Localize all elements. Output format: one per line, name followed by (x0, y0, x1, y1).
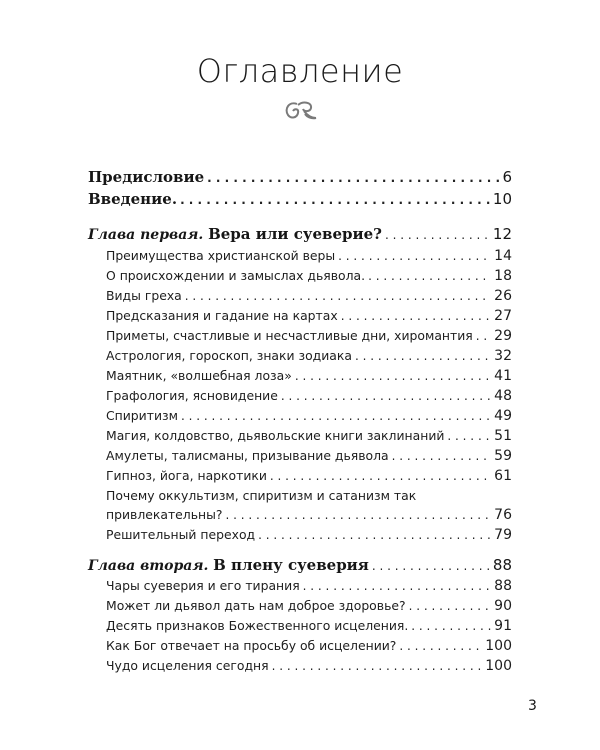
toc-section-page: 100 (485, 658, 512, 674)
toc-section[interactable] (106, 507, 512, 523)
toc-section-page: 100 (485, 638, 512, 654)
dot-leader (272, 659, 483, 673)
toc-section-label: Графология, ясновидение (106, 388, 278, 403)
chapter-title: Вера или суеверие? (208, 225, 382, 243)
dot-leader (372, 559, 490, 573)
toc-section[interactable] (106, 408, 512, 424)
page-title: Оглавление (196, 52, 404, 90)
toc-section[interactable] (106, 468, 512, 484)
toc-section[interactable] (106, 428, 512, 444)
toc-section[interactable] (106, 388, 512, 404)
toc-chapter-2[interactable] (88, 556, 512, 574)
dot-leader (303, 579, 492, 593)
toc-entry-page: 6 (502, 168, 512, 186)
dot-leader (409, 599, 492, 613)
toc-section-label: Десять признаков Божественного исцеления. (106, 618, 409, 633)
toc-section-page: 26 (494, 288, 512, 304)
toc-section[interactable] (106, 288, 512, 304)
dot-leader (341, 309, 491, 323)
dot-leader (411, 619, 491, 633)
flourish-ornament-icon (283, 99, 319, 123)
toc-section-page: 49 (494, 408, 512, 424)
toc-section-page: 48 (494, 388, 512, 404)
toc-section-label: Маятник, «волшебная лоза» (106, 368, 292, 383)
toc-chapter-1[interactable] (88, 225, 512, 243)
toc-section-page: 76 (494, 507, 512, 523)
toc-section-label: Преимущества христианской веры (106, 248, 336, 263)
dot-leader (368, 269, 491, 283)
toc-entry-label: Введение. (88, 190, 178, 208)
toc-section-page: 51 (494, 428, 512, 444)
toc-section-page: 61 (494, 468, 512, 484)
dot-leader (392, 449, 492, 463)
toc-entry-preface[interactable] (88, 168, 512, 186)
dot-leader (207, 171, 499, 185)
toc-entry-label: Предисловие (88, 168, 205, 186)
toc-section-page: 59 (494, 448, 512, 464)
toc-entry-page: 10 (492, 190, 512, 208)
toc-section-page: 79 (494, 527, 512, 543)
chapter-title: В плену суеверия (213, 556, 369, 574)
toc-entry-introduction[interactable] (88, 190, 512, 208)
toc-section[interactable] (106, 448, 512, 464)
toc-section-page: 18 (494, 268, 512, 284)
dot-leader (258, 528, 491, 542)
toc-section-label: О происхождении и замыслах дьявола. (106, 268, 366, 283)
toc-section-page: 32 (494, 348, 512, 364)
toc-section-label: Как Бог отвечает на просьбу об исцелении? (106, 638, 397, 653)
dot-leader (295, 369, 491, 383)
dot-leader (447, 429, 491, 443)
toc-section[interactable] (106, 638, 512, 654)
toc-section-label: Чары суеверия и его тирания (106, 578, 300, 593)
dot-leader (180, 193, 490, 207)
dot-leader (185, 289, 491, 303)
dot-leader (181, 409, 491, 423)
toc-section-label: Гипноз, йога, наркотики (106, 468, 267, 483)
toc-entry-page: 12 (492, 225, 512, 243)
dot-leader (225, 508, 491, 522)
toc-section-label: привлекательны? (106, 507, 223, 522)
toc-section-label: Виды греха (106, 288, 182, 303)
toc-section-page: 14 (494, 248, 512, 264)
toc-section-label: Решительный переход (106, 527, 256, 542)
page-number: 3 (528, 698, 537, 714)
chapter-prefix: Глава вторая. (88, 558, 209, 574)
toc-section[interactable] (106, 527, 512, 543)
dot-leader (281, 389, 491, 403)
toc-section-label: Приметы, счастливые и несчастливые дни, хиромантия (106, 328, 473, 343)
toc-section[interactable] (106, 598, 512, 614)
toc-section[interactable] (106, 618, 512, 634)
toc-section-page: 41 (494, 368, 512, 384)
toc-section-label: Астрология, гороскоп, знаки зодиака (106, 348, 352, 363)
toc-section[interactable] (106, 368, 512, 384)
toc-section-label: Предсказания и гадание на картах (106, 308, 338, 323)
toc-section[interactable] (106, 348, 512, 364)
toc-section-label: Магия, колдовство, дьявольские книги заклинаний (106, 428, 445, 443)
toc-section-page: 88 (494, 578, 512, 594)
toc-section-line1: Почему оккультизм, спиритизм и сатанизм так (106, 488, 417, 503)
dot-leader (476, 329, 491, 343)
toc-section[interactable] (106, 328, 512, 344)
toc-section-label: Спиритизм (106, 408, 178, 423)
toc-section[interactable] (106, 658, 512, 674)
toc-entry-page: 88 (492, 556, 512, 574)
toc-section[interactable] (106, 578, 512, 594)
toc-section-label: Чудо исцеления сегодня (106, 658, 269, 673)
toc-section-label: Амулеты, талисманы, призывание дьявола (106, 448, 389, 463)
dot-leader (399, 639, 482, 653)
dot-leader (355, 349, 491, 363)
chapter-prefix: Глава первая. (88, 227, 204, 243)
toc-section[interactable] (106, 248, 512, 264)
toc-section[interactable] (106, 268, 512, 284)
toc-section-page: 91 (494, 618, 512, 634)
toc-section[interactable] (106, 308, 512, 324)
dot-leader (270, 469, 491, 483)
toc-section-page: 27 (494, 308, 512, 324)
toc-section-page: 90 (494, 598, 512, 614)
toc-section-page: 29 (494, 328, 512, 344)
dot-leader (338, 249, 491, 263)
dot-leader (385, 228, 490, 242)
toc-section-label: Может ли дьявол дать нам доброе здоровье? (106, 598, 406, 613)
